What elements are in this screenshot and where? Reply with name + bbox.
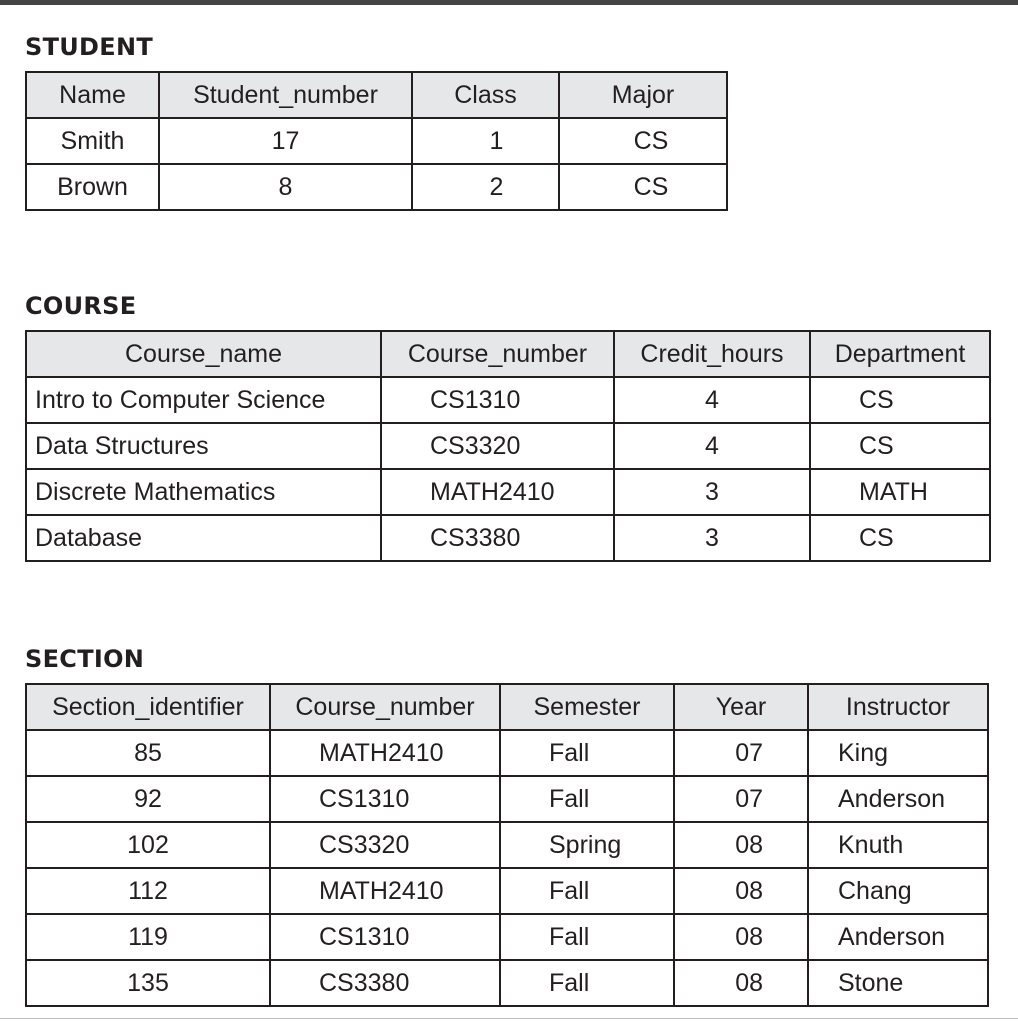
cell-section-identifier: 135 [26, 960, 270, 1006]
cell-year: 08 [674, 914, 808, 960]
student-table [25, 71, 728, 211]
cell-instructor: Knuth [808, 822, 988, 868]
cell-student-number: 17 [159, 118, 412, 164]
cell-year: 08 [674, 868, 808, 914]
cell-semester: Fall [500, 868, 674, 914]
cell-semester: Fall [500, 730, 674, 776]
cell-course-name: Database [26, 515, 381, 561]
course-title: COURSE [25, 292, 137, 320]
cell-course-name: Data Structures [26, 423, 381, 469]
column-header: Course_number [381, 331, 614, 377]
column-header: Name [26, 72, 159, 118]
table-row [26, 776, 988, 822]
student-header-row [26, 72, 727, 118]
column-header: Course_number [270, 684, 500, 730]
table-row [26, 868, 988, 914]
cell-semester: Fall [500, 960, 674, 1006]
cell-class: 2 [412, 164, 559, 210]
cell-student-number: 8 [159, 164, 412, 210]
cell-credit-hours: 3 [614, 515, 810, 561]
table-row [26, 469, 990, 515]
cell-instructor: Stone [808, 960, 988, 1006]
section-title: SECTION [25, 645, 145, 673]
cell-course-number: CS1310 [270, 914, 500, 960]
cell-department: CS [810, 377, 990, 423]
cell-course-number: CS3320 [270, 822, 500, 868]
column-header: Course_name [26, 331, 381, 377]
cell-semester: Fall [500, 914, 674, 960]
cell-department: CS [810, 423, 990, 469]
column-header: Semester [500, 684, 674, 730]
cell-instructor: Anderson [808, 914, 988, 960]
cell-major: CS [559, 118, 727, 164]
cell-instructor: King [808, 730, 988, 776]
column-header: Instructor [808, 684, 988, 730]
table-row [26, 164, 727, 210]
cell-course-number: CS3380 [381, 515, 614, 561]
column-header: Credit_hours [614, 331, 810, 377]
table-row [26, 377, 990, 423]
table-row [26, 914, 988, 960]
cell-year: 08 [674, 960, 808, 1006]
cell-instructor: Anderson [808, 776, 988, 822]
column-header: Department [810, 331, 990, 377]
cell-section-identifier: 92 [26, 776, 270, 822]
cell-year: 07 [674, 730, 808, 776]
cell-course-number: CS1310 [381, 377, 614, 423]
table-row [26, 118, 727, 164]
table-row [26, 515, 990, 561]
cell-section-identifier: 119 [26, 914, 270, 960]
cell-course-number: CS1310 [270, 776, 500, 822]
section-table [25, 683, 989, 1007]
cell-credit-hours: 4 [614, 377, 810, 423]
cell-instructor: Chang [808, 868, 988, 914]
cell-course-number: MATH2410 [270, 868, 500, 914]
cell-course-number: CS3380 [270, 960, 500, 1006]
cell-department: MATH [810, 469, 990, 515]
cell-course-name: Intro to Computer Science [26, 377, 381, 423]
course-table [25, 330, 991, 562]
column-header: Major [559, 72, 727, 118]
cell-section-identifier: 112 [26, 868, 270, 914]
course-header-row [26, 331, 990, 377]
cell-course-number: MATH2410 [270, 730, 500, 776]
cell-section-identifier: 85 [26, 730, 270, 776]
cell-name: Smith [26, 118, 159, 164]
table-row [26, 730, 988, 776]
bottom-divider [0, 1018, 1018, 1019]
student-title: STUDENT [25, 33, 154, 61]
section-header-row [26, 684, 988, 730]
cell-semester: Fall [500, 776, 674, 822]
table-row [26, 960, 988, 1006]
top-border [0, 0, 1018, 5]
table-row [26, 423, 990, 469]
cell-class: 1 [412, 118, 559, 164]
cell-section-identifier: 102 [26, 822, 270, 868]
cell-semester: Spring [500, 822, 674, 868]
cell-department: CS [810, 515, 990, 561]
cell-credit-hours: 4 [614, 423, 810, 469]
cell-credit-hours: 3 [614, 469, 810, 515]
cell-major: CS [559, 164, 727, 210]
cell-name: Brown [26, 164, 159, 210]
column-header: Class [412, 72, 559, 118]
table-row [26, 822, 988, 868]
cell-year: 07 [674, 776, 808, 822]
column-header: Year [674, 684, 808, 730]
cell-course-number: CS3320 [381, 423, 614, 469]
cell-course-name: Discrete Mathematics [26, 469, 381, 515]
cell-course-number: MATH2410 [381, 469, 614, 515]
cell-year: 08 [674, 822, 808, 868]
column-header: Student_number [159, 72, 412, 118]
column-header: Section_identifier [26, 684, 270, 730]
